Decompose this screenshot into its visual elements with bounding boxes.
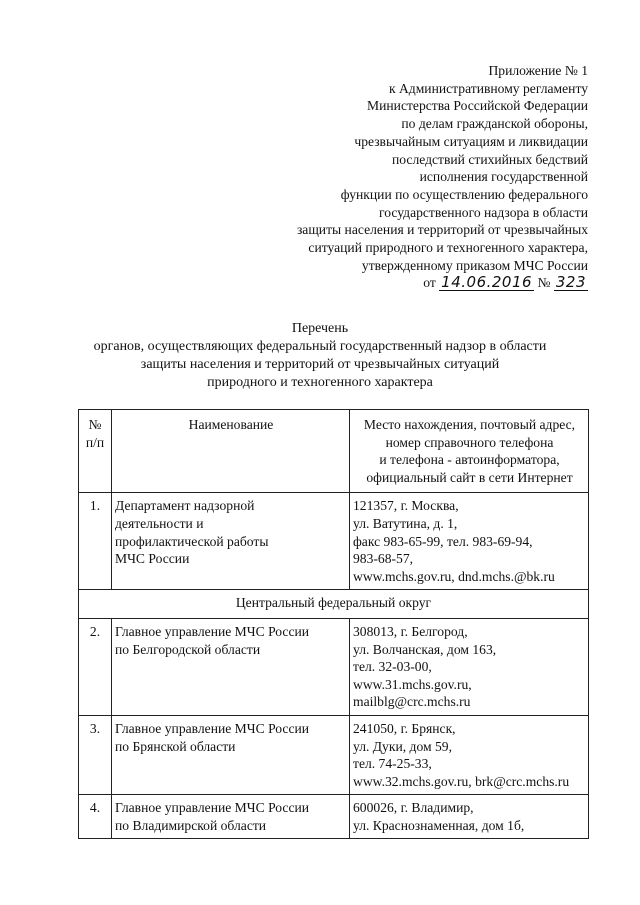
appendix-line: Министерства Российской Федерации (367, 98, 588, 114)
appendix-line: защиты населения и территорий от чрезвычайных (296, 222, 588, 238)
table-row (79, 493, 589, 590)
row-number: 1. (79, 493, 112, 590)
title-line: природного и техногенного характера (207, 375, 433, 390)
header-contacts: Место нахождения, почтовый адрес, номер справочного телефона и телефона - автоинформатора, официальный сайт в сети Интернет (350, 410, 589, 493)
table-row (79, 795, 589, 839)
authorities-table (78, 409, 589, 839)
table-header-row (79, 410, 589, 493)
row-contacts: 600026, г. Владимир, ул. Краснознаменная, дом 1б, (350, 795, 589, 839)
row-name: Главное управление МЧС России по Белгородской области (112, 618, 350, 715)
appendix-line: к Административному регламенту (388, 80, 588, 96)
header-name: Наименование (112, 410, 350, 493)
order-prefix: от (423, 275, 436, 291)
appendix-line: исполнения государственной (419, 169, 588, 185)
order-date-line (258, 274, 588, 292)
title-line: органов, осуществляющих федеральный государственный надзор в области (93, 339, 547, 354)
appendix-block (258, 62, 588, 292)
appendix-line: последствий стихийных бедствий (392, 151, 588, 167)
document-title (60, 320, 580, 392)
row-name: Главное управление МЧС России по Брянской области (112, 715, 350, 794)
row-contacts: 241050, г. Брянск, ул. Дуки, дом 59, тел. 74-25-33, www.32.mchs.gov.ru, brk@crc.mchs.ru (350, 715, 589, 794)
appendix-line: Приложение № 1 (488, 63, 588, 78)
row-number: 3. (79, 715, 112, 794)
table-row (79, 715, 589, 794)
row-contacts: 308013, г. Белгород, ул. Волчанская, дом 163, тел. 32-03-00, www.31.mchs.gov.ru, mailblg@crc.mchs.ru (350, 618, 589, 715)
district-row (79, 590, 589, 619)
order-number-handwritten: 323 (555, 273, 586, 292)
appendix-line: по делам гражданской обороны, (401, 116, 588, 132)
row-number: 2. (79, 618, 112, 715)
appendix-line: государственного надзора в области (378, 204, 588, 220)
appendix-line: чрезвычайным ситуациям и ликвидации (354, 133, 588, 149)
title-heading: Перечень (291, 321, 349, 336)
order-number-prefix: № (537, 275, 551, 291)
row-name: Департамент надзорной деятельности и профилактической работы МЧС России (112, 493, 350, 590)
row-number: 4. (79, 795, 112, 839)
district-name: Центральный федеральный округ (79, 590, 589, 619)
header-number: № п/п (79, 410, 112, 493)
appendix-line: утвержденному приказом МЧС России (361, 257, 588, 273)
table-row (79, 618, 589, 715)
row-contacts: 121357, г. Москва, ул. Ватутина, д. 1, факс 983-65-99, тел. 983-69-94, 983-68-57, www.mchs.gov.ru, dnd.mchs.@bk.ru (350, 493, 589, 590)
appendix-line: ситуаций природного и техногенного характера, (308, 240, 588, 256)
order-date-handwritten: 14.06.2016 (441, 273, 533, 292)
row-name: Главное управление МЧС России по Владимирской области (112, 795, 350, 839)
appendix-line: функции по осуществлению федерального (340, 186, 588, 202)
title-line: защиты населения и территорий от чрезвычайных ситуаций (140, 357, 500, 372)
